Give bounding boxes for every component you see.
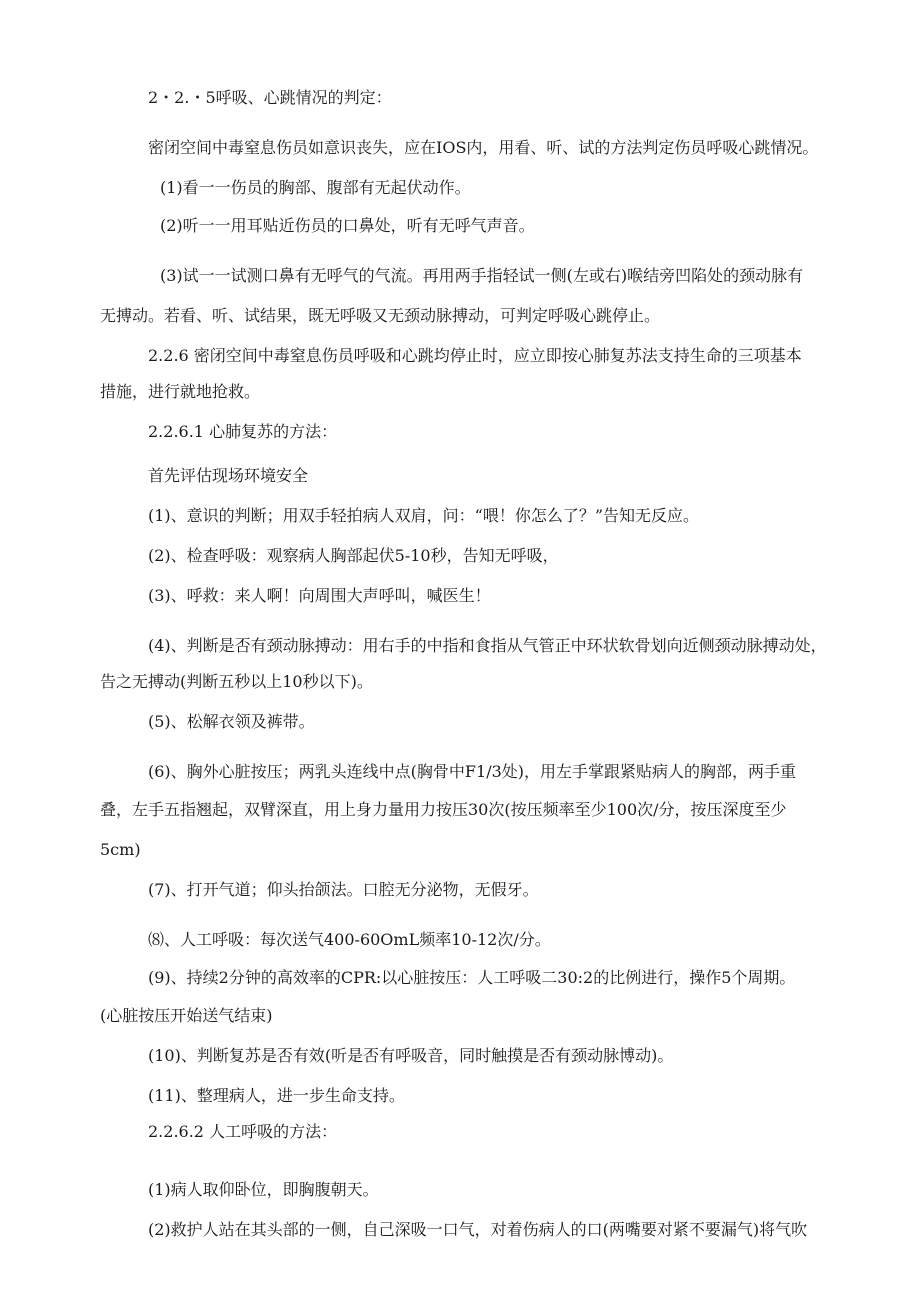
step-cpr-cycles: (9)、持续2分钟的高效率的CPR:以心脏按压：人工呼吸二30:2的比例进行，操作5个周期。 — [148, 968, 796, 987]
list-item-look: (1)看一一伤员的胸部、腹部有无起伏动作。 — [160, 178, 471, 197]
list-item-test-cont: 无搏动。若看、听、试结果，既无呼吸又无颈动脉搏动，可判定呼吸心跳停止。 — [100, 306, 661, 325]
rescue-breath-step-1: (1)病人取仰卧位，即胸腹朝天。 — [148, 1180, 379, 1199]
step-call-help: (3)、呼救：来人啊！向周围大声呼叫，喊医生！ — [148, 586, 491, 605]
step-chest-compression-cont: 叠，左手五指翘起，双臂深直，用上身力量用力按压30次(按压频率至少100次/分，按压深度至少 — [100, 800, 787, 819]
section-heading-2-2-6-2: 2.2.6.2 人工呼吸的方法： — [148, 1122, 338, 1141]
step-loosen-clothes: (5)、松解衣领及裤带。 — [148, 712, 315, 731]
step-consciousness: (1)、意识的判断；用双手轻拍病人双肩，问：“喂！你怎么了？”告知无反应。 — [148, 506, 700, 525]
section-heading-2-2-6: 2.2.6 密闭空间中毒窒息伤员呼吸和心跳均停止时，应立即按心肺复苏法支持生命的三项基本 — [148, 346, 802, 365]
step-open-airway: (7)、打开气道；仰头抬颌法。口腔无分泌物，无假牙。 — [148, 880, 539, 899]
step-evaluate: (10)、判断复苏是否有效(听是否有呼吸音，同时触摸是否有颈动脉博动)。 — [148, 1046, 674, 1065]
step-breathing-check: (2)、检查呼吸：观察病人胸部起伏5-10秒，告知无呼吸， — [148, 546, 559, 565]
list-item-test: (3)试一一试测口鼻有无呼气的气流。再用两手指轻试一侧(左或右)喉结旁凹陷处的颈动脉有 — [160, 266, 804, 285]
step-chest-compression-end: 5cm) — [100, 840, 141, 859]
list-item-listen: (2)听一一用耳贴近伤员的口鼻处，听有无呼气声音。 — [160, 216, 535, 235]
step-cpr-cycles-cont: (心脏按压开始送气结束) — [100, 1006, 273, 1025]
step-carotid-pulse: (4)、判断是否有颈动脉搏动：用右手的中指和食指从气管正中环状软骨划向近侧颈动脉搏动处， — [148, 636, 827, 655]
step-chest-compression: (6)、胸外心脏按压；两乳头连线中点(胸骨中F1/3处)，用左手掌跟紧贴病人的胸部，两手重 — [148, 762, 797, 781]
step-carotid-pulse-cont: 告之无搏动(判断五秒以上10秒以下)。 — [100, 672, 373, 691]
paragraph-intro: 密闭空间中毒窒息伤员如意识丧失，应在IOS内，用看、听、试的方法判定伤员呼吸心跳情况。 — [148, 138, 819, 157]
paragraph-assess: 首先评估现场环境安全 — [148, 466, 309, 485]
step-rescue-breathing: ⑻、人工呼吸：每次送气400-60OmL频率10-12次/分。 — [148, 930, 551, 949]
section-2-2-6-cont: 措施，进行就地抢救。 — [100, 382, 261, 401]
section-heading-2-2-6-1: 2.2.6.1 心肺复苏的方法： — [148, 422, 338, 441]
rescue-breath-step-2: (2)救护人站在其头部的一侧，自己深吸一口气，对着伤病人的口(两嘴要对紧不要漏气)将气吹 — [148, 1220, 808, 1239]
section-heading-2-2-5: 2・2.・5呼吸、心跳情况的判定： — [148, 88, 392, 107]
step-arrange: (11)、整理病人，进一步生命支持。 — [148, 1086, 405, 1105]
